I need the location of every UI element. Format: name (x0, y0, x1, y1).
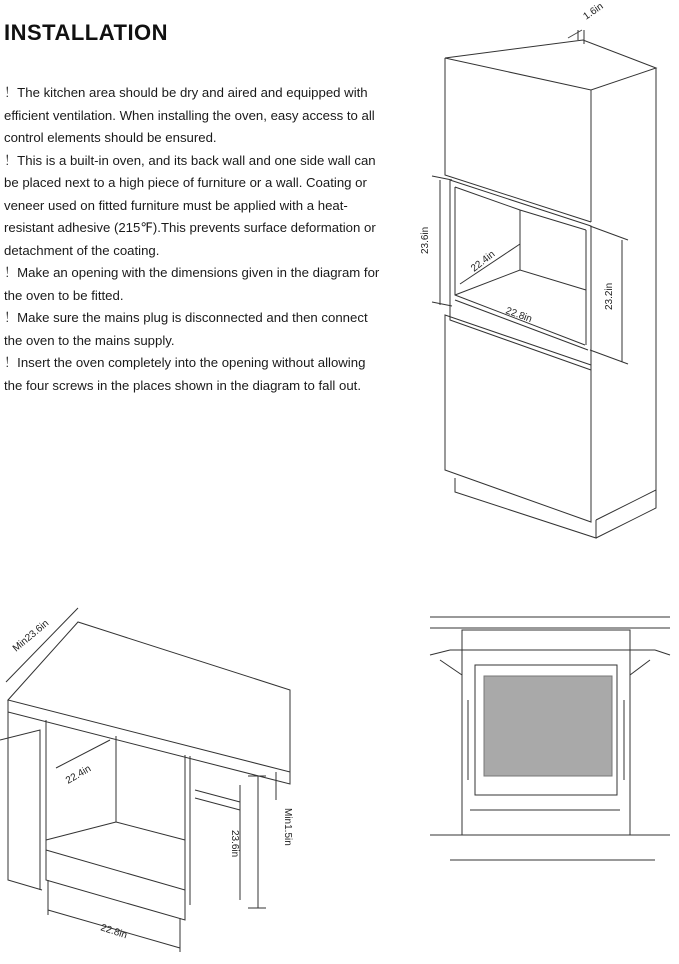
tall-height-left-label: 23.6in (420, 226, 431, 254)
tall-height-right-label: 23.2in (604, 282, 615, 310)
tall-depth-label: 22.4in (469, 248, 498, 275)
instruction-insert: ！Insert the oven completely into the opening without allowing the four screws in the places shown in the diagram to fall out. (4, 355, 366, 393)
under-counter-diagram (0, 608, 290, 952)
counter-min-depth-label: Min23.6in (10, 618, 52, 655)
counter-height-label: 23.6in (229, 830, 240, 858)
counter-width-label: 22.8in (99, 922, 129, 942)
page-title: INSTALLATION (4, 20, 169, 45)
tall-width-label: 22.8in (503, 305, 534, 326)
counter-depth-label: 22.4in (64, 763, 94, 787)
instruction-opening: ！Make an opening with the dimensions given in the diagram for the oven to be fitted. (4, 265, 380, 303)
counter-min-gap-label: Min1.5in (282, 808, 293, 846)
instruction-built-in: ！This is a built-in oven, and its back wall and one side wall can be placed next to a high piece of furniture or a wall. Coating or veneer used on fitted furniture must be applied with a heat-resistant adhesive (215℉).This prevents surface deformation or detachment of the coating. (4, 152, 376, 258)
tall-cabinet-diagram (432, 30, 656, 538)
instruction-ventilation: ！The kitchen area should be dry and aired and equipped with efficient ventilation. When installing the oven, easy access to all control elements should be ensured. (4, 85, 375, 145)
tall-top-gap-label: 1.6in (581, 1, 606, 23)
instruction-mains: ！Make sure the mains plug is disconnected and then connect the oven to the mains supply. (4, 310, 368, 348)
front-view-diagram (430, 617, 670, 860)
